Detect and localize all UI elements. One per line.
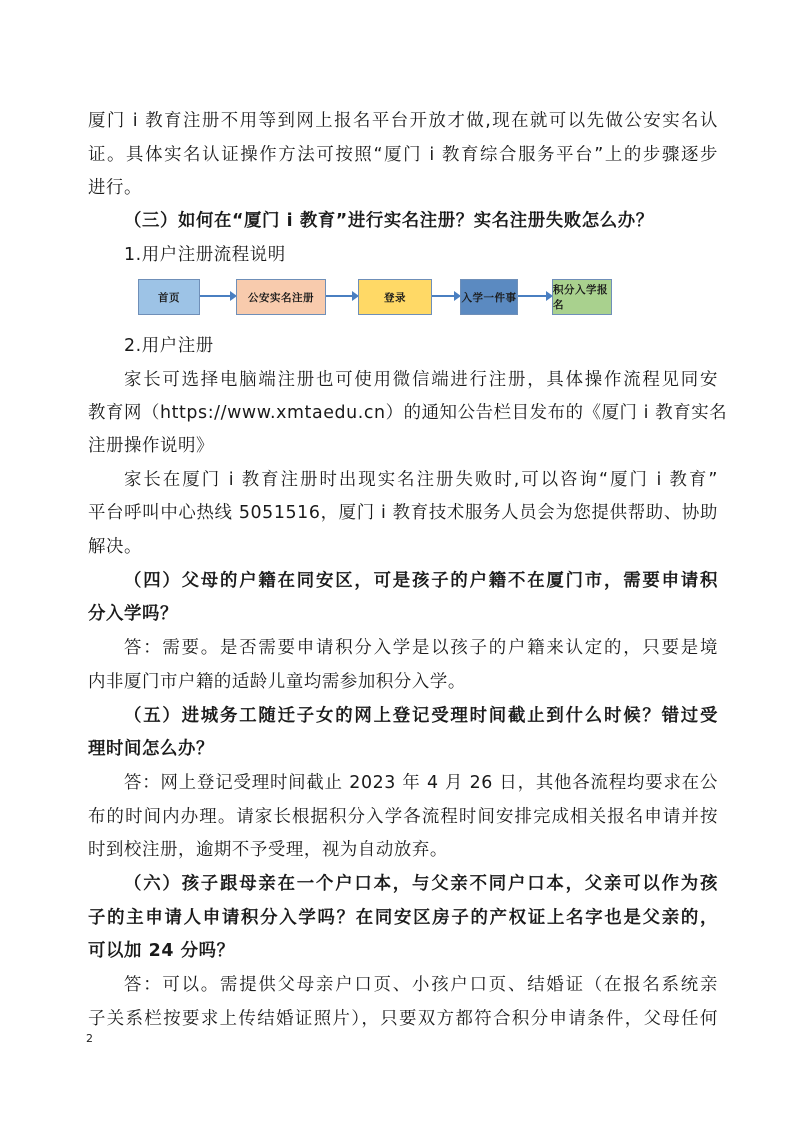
register-line-2: 教育网（https://www.xmtaedu.cn）的通知公告栏目发布的《厦门 i 教育实名 xyxy=(88,403,728,423)
fail-line-3: 解决。 xyxy=(88,537,142,557)
section-6-heading-3: 可以加 24 分吗？ xyxy=(88,941,235,961)
flow-step-enrollment: 入学一件事 xyxy=(460,279,518,315)
subheading-register: 2.用户注册 xyxy=(124,336,214,356)
register-line-3: 注册操作说明》 xyxy=(88,436,214,456)
intro-line-2: 证。具体实名认证操作方法可按照“厦门 i 教育综合服务平台”上的步骤逐步 xyxy=(88,145,718,165)
section-5-heading-1: （五）进城务工随迁子女的网上登记受理时间截止到什么时候？错过受 xyxy=(124,706,718,726)
flow-step-points-enrollment: 积分入学报名 xyxy=(552,279,612,315)
fail-line-2: 平台呼叫中心热线 5051516，厦门 i 教育技术服务人员会为您提供帮助、协助 xyxy=(88,503,718,523)
section-5-heading-2: 理时间怎么办？ xyxy=(88,739,214,759)
subheading-flow: 1.用户注册流程说明 xyxy=(124,245,286,265)
flow-arrow-icon xyxy=(518,295,548,297)
answer-4-line-2: 内非厦门市户籍的适龄儿童均需参加积分入学。 xyxy=(88,672,466,692)
section-3-heading: （三）如何在“厦门 i 教育”进行实名注册？实名注册失败怎么办？ xyxy=(124,211,654,231)
page-number: 2 xyxy=(86,1032,93,1045)
section-4-heading-1: （四）父母的户籍在同安区，可是孩子的户籍不在厦门市，需要申请积 xyxy=(124,571,718,591)
section-6-heading-1: （六）孩子跟母亲在一个户口本，与父亲不同户口本，父亲可以作为孩 xyxy=(124,874,718,894)
flow-arrow-icon xyxy=(326,295,354,297)
flow-step-login: 登录 xyxy=(358,279,432,315)
intro-line-1: 厦门 i 教育注册不用等到网上报名平台开放才做,现在就可以先做公安实名认 xyxy=(88,111,718,131)
answer-6-line-1: 答：可以。需提供父母亲户口页、小孩户口页、结婚证（在报名系统亲 xyxy=(124,975,718,995)
answer-5-line-2: 布的时间内办理。请家长根据积分入学各流程时间安排完成相关报名申请并按 xyxy=(88,807,718,827)
flow-arrow-icon xyxy=(432,295,456,297)
flow-arrow-icon xyxy=(200,295,232,297)
answer-4-line-1: 答：需要。是否需要申请积分入学是以孩子的户籍来认定的，只要是境 xyxy=(124,638,718,658)
answer-6-line-2: 子关系栏按要求上传结婚证照片），只要双方都符合积分申请条件，父母任何 xyxy=(88,1009,718,1029)
flow-step-police-registration: 公安实名注册 xyxy=(236,279,326,315)
answer-5-line-1: 答：网上登记受理时间截止 2023 年 4 月 26 日，其他各流程均要求在公 xyxy=(124,773,718,793)
flow-step-home: 首页 xyxy=(138,279,200,315)
intro-line-3: 进行。 xyxy=(88,178,142,198)
section-6-heading-2: 子的主申请人申请积分入学吗？在同安区房子的产权证上名字也是父亲的， xyxy=(88,908,718,928)
answer-5-line-3: 时到校注册，逾期不予受理，视为自动放弃。 xyxy=(88,840,448,860)
register-line-1: 家长可选择电脑端注册也可使用微信端进行注册，具体操作流程见同安 xyxy=(124,370,718,390)
section-4-heading-2: 分入学吗？ xyxy=(88,604,178,624)
fail-line-1: 家长在厦门 i 教育注册时出现实名注册失败时,可以咨询“厦门 i 教育” xyxy=(124,470,718,490)
